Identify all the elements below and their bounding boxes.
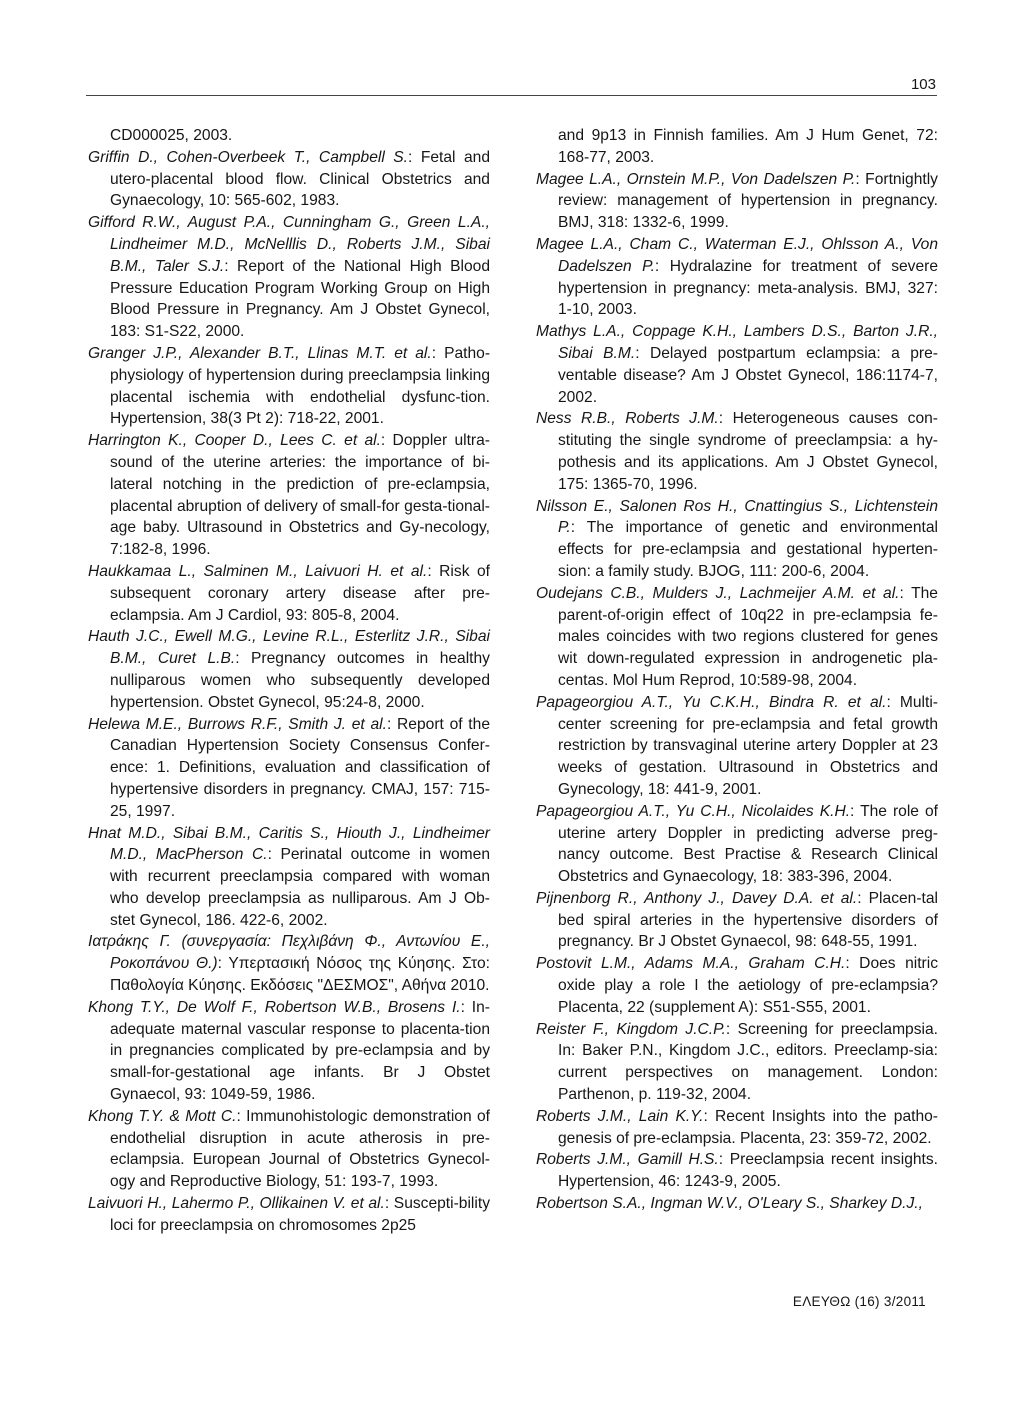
reference-text: : Υπερτασική Νόσος της Κύησης. Στο: Παθολογία Κύησης. Εκδόσεις "ΔΕΣΜΟΣ", Αθήνα 2010. bbox=[110, 955, 490, 995]
reference-continuation: and 9p13 in Finnish families. Am J Hum Genet, 72: 168-77, 2003. bbox=[558, 127, 938, 166]
reference-authors: Harrington K., Cooper D., Lees C. et al. bbox=[88, 432, 381, 450]
reference-authors: Roberts J.M., Lain K.Y. bbox=[536, 1107, 704, 1125]
reference-entry bbox=[536, 321, 938, 408]
reference-authors: Gifford R.W., August P.A., Cunningham G., Green L.A., Lindheimer M.D., McNelllis D., Roberts J.M., Sibai B.M., Taler S.J. bbox=[88, 214, 490, 275]
reference-entry bbox=[536, 583, 938, 692]
reference-authors: Papageorgiou A.T., Yu C.H., Nicolaides K.H. bbox=[536, 802, 851, 820]
reference-text: : Delayed postpartum eclampsia: a pre-ventable disease? Am J Obstet Gynecol, 186:1174-7, 2002. bbox=[558, 344, 938, 406]
reference-text: : Hydralazine for treatment of severe hypertension in pregnancy: meta-analysis. BMJ, 327: 1-10, 2003. bbox=[558, 257, 938, 319]
reference-text: : Preeclampsia recent insights. Hypertension, 46: 1243-9, 2005. bbox=[558, 1151, 938, 1191]
reference-entry bbox=[536, 692, 938, 801]
reference-text: : Multi-center screening for pre-eclampsia and fetal growth restriction by transvaginal uterine artery Doppler at 23 weeks of gestation. Ultrasound in Obstetrics and Gynecology, 18: 441-9, 2001. bbox=[558, 693, 938, 798]
reference-authors: Papageorgiou A.T., Yu C.K.H., Bindra R. et al. bbox=[536, 693, 887, 711]
header-rule bbox=[86, 95, 937, 96]
reference-text: : Patho-physiology of hypertension during preeclampsia linking placental ischemia with endothelial dysfunc-tion. Hypertension, 38(3 Pt 2): 718-22, 2001. bbox=[110, 344, 491, 428]
reference-authors: Magee L.A., Ornstein M.P., Von Dadelszen P. bbox=[536, 170, 856, 188]
reference-entry bbox=[536, 1019, 938, 1106]
reference-entry bbox=[88, 626, 490, 713]
reference-text: : Immunohistologic demonstration of endothelial disruption in acute atherosis in pre-eclampsia. European Journal of Obstetrics Gynecol-ogy and Reproductive Biology, 51: 193-7, 1993. bbox=[110, 1107, 490, 1191]
reference-entry bbox=[536, 408, 938, 495]
reference-authors: Helewa M.E., Burrows R.F., Smith J. et al. bbox=[88, 715, 387, 733]
reference-authors: Reister F., Kingdom J.C.P. bbox=[536, 1020, 726, 1038]
reference-authors: Magee L.A., Cham C., Waterman E.J., Ohlsson A., Von Dadelszen P. bbox=[536, 235, 938, 275]
reference-entry bbox=[536, 801, 938, 888]
reference-entry bbox=[88, 343, 490, 430]
reference-entry bbox=[88, 212, 490, 343]
reference-text: : Recent Insights into the patho-genesis of pre-eclampsia. Placenta, 23: 359-72, 2002. bbox=[558, 1107, 938, 1147]
reference-authors: Oudejans C.B., Mulders J., Lachmeijer A.M. et al. bbox=[536, 584, 900, 602]
reference-authors: Nilsson E., Salonen Ros H., Cnattingius S., Lichtenstein P. bbox=[536, 497, 938, 537]
reference-continuation: CD000025, 2003. bbox=[110, 127, 233, 144]
reference-authors: Postovit L.M., Adams M.A., Graham C.H. bbox=[536, 955, 846, 973]
reference-entry bbox=[536, 169, 938, 234]
reference-entry bbox=[88, 714, 490, 823]
reference-text: : Placen-tal bed spiral arteries in the hypertensive disorders of pregnancy. Br J Obstet Gynaecol, 98: 648-55, 1991. bbox=[558, 889, 938, 951]
journal-footer: ΕΛΕΥΘΩ (16) 3/2011 bbox=[792, 1294, 926, 1309]
reference-text: : The parent-of-origin effect of 10q22 in pre-eclampsia fe-males coincides with two regions clustered for genes wit down-regulated expression in androgenetic pla-centas. Mol Hum Reprod, 10:589-98, 2004. bbox=[558, 584, 938, 689]
reference-authors: Robertson S.A., Ingman W.V., O'Leary S., Sharkey D.J., bbox=[536, 1195, 923, 1213]
reference-authors: Khong T.Y., De Wolf F., Robertson W.B., Brosens I. bbox=[88, 998, 461, 1016]
reference-entry bbox=[88, 997, 490, 1106]
reference-authors: Hnat M.D., Sibai B.M., Caritis S., Hiouth J., Lindheimer M.D., MacPherson C. bbox=[88, 824, 490, 864]
reference-text: : Report of the National High Blood Pressure Education Program Working Group on High Blood Pressure in Pregnancy. Am J Obstet Gynecol, 183: S1-S22, 2000. bbox=[110, 257, 490, 341]
reference-authors: Roberts J.M., Gamill H.S. bbox=[536, 1151, 719, 1169]
reference-entry bbox=[88, 561, 490, 626]
reference-text: : Risk of subsequent coronary artery disease after pre-eclampsia. Am J Cardiol, 93: 805-8, 2004. bbox=[110, 562, 490, 624]
reference-text: : Does nitric oxide play a role I the aetiology of pre-eclampsia? Placenta, 22 (supplement A): S51-S55, 2001. bbox=[558, 955, 938, 1016]
reference-authors: Laivuori H., Lahermo P., Ollikainen V. et al. bbox=[88, 1195, 385, 1213]
reference-text: : The importance of genetic and environmental effects for pre-eclampsia and gestational hyperten-sion: a family study. BJOG, 111: 200-6, 2004. bbox=[558, 519, 938, 580]
reference-entry bbox=[88, 931, 490, 996]
reference-authors: Griffin D., Cohen-Overbeek T., Campbell S. bbox=[88, 148, 409, 166]
reference-text: : Heterogeneous causes con-stituting the single syndrome of preeclampsia: a hy-pothesis and its applications. Am J Obstet Gynecol, 175: 1365-70, 1996. bbox=[558, 410, 938, 493]
reference-entry bbox=[536, 1106, 938, 1150]
reference-text: : Perinatal outcome in women with recurrent preeclampsia compared with woman who develop preeclampsia as nulliparous. Am J Ob-stet Gynecol, 186. 422-6, 2002. bbox=[110, 846, 491, 929]
reference-text: : The role of uterine artery Doppler in predicting adverse preg-nancy outcome. Best Practise & Research Clinical Obstetrics and Gynaecology, 18: 383-396, 2004. bbox=[558, 802, 938, 886]
right-column bbox=[536, 125, 938, 1215]
reference-text: : In-adequate maternal vascular response to placenta-tion in pregnancies complicated by pre-eclampsia and by small-for-gestational age infants. Br J Obstet Gynaecol, 93: 1049-59, 1986. bbox=[110, 998, 490, 1104]
reference-entry bbox=[88, 1106, 490, 1193]
reference-entry bbox=[536, 1149, 938, 1193]
reference-entry bbox=[536, 888, 938, 953]
page-number: 103 bbox=[910, 76, 936, 93]
reference-entry bbox=[536, 1193, 938, 1215]
reference-entry bbox=[88, 147, 490, 212]
reference-text: : Fetal and utero-placental blood flow. Clinical Obstetrics and Gynaecology, 10: 565-602, 1983. bbox=[110, 148, 490, 210]
reference-authors: Mathys L.A., Coppage K.H., Lambers D.S., Barton J.R., Sibai B.M. bbox=[536, 323, 938, 362]
reference-entry bbox=[536, 496, 938, 583]
reference-authors: Hauth J.C., Ewell M.G., Levine R.L., Esterlitz J.R., Sibai B.M., Curet L.B. bbox=[88, 628, 490, 668]
reference-entry bbox=[536, 234, 938, 321]
reference-text: : Doppler ultra-sound of the uterine arteries: the importance of bi-lateral notching in the prediction of pre-eclampsia, placental abruption of delivery of small-for gesta-tional-age baby. Ultrasound in Obstetrics and Gy-necology, 7:182-8, 1996. bbox=[110, 432, 490, 559]
reference-text: : Report of the Canadian Hypertension Society Consensus Confer-ence: 1. Definitions, evaluation and classification of hypertensive disorders in pregnancy. CMAJ, 157: 715-25, 1997. bbox=[110, 715, 490, 820]
reference-text: : Suscepti-bility loci for preeclampsia on chromosomes 2p25 bbox=[110, 1195, 490, 1234]
reference-text: : Fortnightly review: management of hypertension in pregnancy. BMJ, 318: 1332-6, 1999. bbox=[558, 170, 938, 232]
reference-authors: Granger J.P., Alexander B.T., Llinas M.T. et al. bbox=[88, 344, 432, 362]
reference-text: : Screening for preeclampsia. In: Baker P.N., Kingdom J.C., editors. Preeclamp-sia: current perspectives on management. London: Parthenon, p. 119-32, 2004. bbox=[558, 1020, 938, 1104]
reference-entry bbox=[88, 823, 490, 932]
reference-authors: Ιατράκης Γ. (συνεργασία: Πεχλιβάνη Φ., Αντωνίου Ε., Ροκοπάνου Θ.) bbox=[88, 933, 490, 973]
reference-authors: Ness R.B., Roberts J.M. bbox=[536, 410, 719, 428]
reference-authors: Haukkamaa L., Salminen M., Laivuori H. et al. bbox=[88, 562, 428, 580]
reference-entry bbox=[536, 953, 938, 1018]
reference-entry bbox=[88, 1193, 490, 1237]
reference-authors: Khong T.Y. & Mott C. bbox=[88, 1107, 237, 1125]
reference-text: : Pregnancy outcomes in healthy nulliparous women who subsequently developed hypertension. Obstet Gynecol, 95:24-8, 2000. bbox=[110, 650, 490, 711]
left-column bbox=[88, 125, 490, 1237]
reference-entry bbox=[88, 430, 490, 561]
reference-authors: Pijnenborg R., Anthony J., Davey D.A. et al. bbox=[536, 889, 858, 907]
